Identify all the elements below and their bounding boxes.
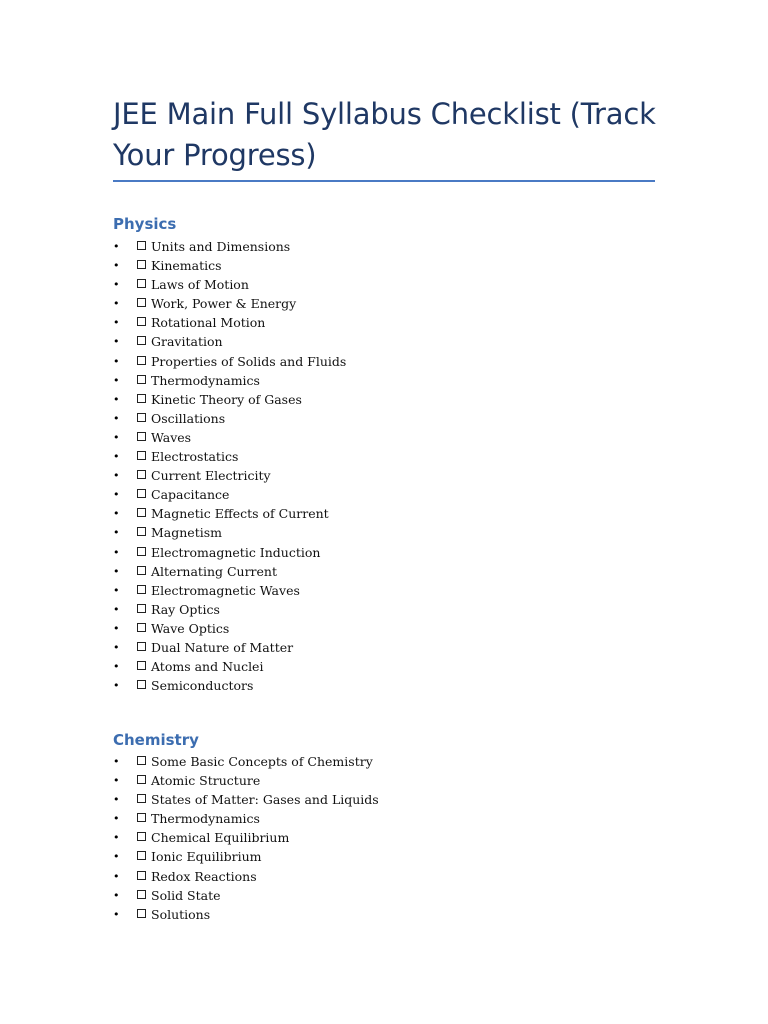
- empty-checkbox-icon[interactable]: [137, 680, 146, 689]
- topic-label: Atoms and Nuclei: [151, 659, 264, 675]
- empty-checkbox-icon[interactable]: [137, 241, 146, 250]
- empty-checkbox-icon[interactable]: [137, 375, 146, 384]
- empty-checkbox-icon[interactable]: [137, 260, 146, 269]
- bullet-icon: •: [113, 469, 120, 483]
- topic-label: Gravitation: [151, 334, 223, 350]
- topic-label: Thermodynamics: [151, 372, 260, 388]
- empty-checkbox-icon[interactable]: [137, 489, 146, 498]
- empty-checkbox-icon[interactable]: [137, 851, 146, 860]
- topic-label: Ionic Equilibrium: [151, 849, 262, 865]
- section-heading-chemistry: Chemistry: [113, 731, 199, 749]
- topic-label: Magnetic Effects of Current: [151, 506, 329, 522]
- topic-label: Waves: [151, 429, 192, 445]
- topic-label: Laws of Motion: [151, 277, 249, 293]
- bullet-icon: •: [113, 507, 120, 521]
- document-title: JEE Main Full Syllabus Checklist (Track Your Progress): [113, 97, 656, 172]
- topic-label: Dual Nature of Matter: [151, 639, 294, 655]
- empty-checkbox-icon[interactable]: [137, 317, 146, 326]
- bullet-icon: •: [113, 430, 120, 444]
- topic-label: Work, Power & Energy: [151, 296, 297, 312]
- empty-checkbox-icon[interactable]: [137, 775, 146, 784]
- empty-checkbox-icon[interactable]: [137, 547, 146, 556]
- empty-checkbox-icon[interactable]: [137, 832, 146, 841]
- topic-label: Ray Optics: [151, 601, 220, 617]
- topic-label: Solutions: [151, 906, 211, 922]
- bullet-icon: •: [113, 793, 120, 807]
- bullet-icon: •: [113, 259, 120, 273]
- topic-label: Semiconductors: [151, 678, 254, 694]
- empty-checkbox-icon[interactable]: [137, 413, 146, 422]
- bullet-icon: •: [113, 907, 120, 921]
- empty-checkbox-icon[interactable]: [137, 661, 146, 670]
- bullet-icon: •: [113, 640, 120, 654]
- empty-checkbox-icon[interactable]: [137, 527, 146, 536]
- topic-label: Rotational Motion: [151, 315, 266, 331]
- empty-checkbox-icon[interactable]: [137, 585, 146, 594]
- bullet-icon: •: [113, 297, 120, 311]
- bullet-icon: •: [113, 392, 120, 406]
- bullet-icon: •: [113, 240, 120, 253]
- topic-label: Current Electricity: [151, 468, 271, 484]
- section-heading-physics: Physics: [113, 215, 177, 233]
- topic-label: Electromagnetic Induction: [151, 544, 321, 560]
- empty-checkbox-icon[interactable]: [137, 890, 146, 899]
- bullet-icon: •: [113, 278, 120, 292]
- bullet-icon: •: [113, 869, 120, 883]
- empty-checkbox-icon[interactable]: [137, 394, 146, 403]
- empty-checkbox-icon[interactable]: [137, 508, 146, 517]
- topic-label: States of Matter: Gases and Liquids: [151, 792, 379, 808]
- topic-label: Kinematics: [151, 258, 222, 274]
- empty-checkbox-icon[interactable]: [137, 470, 146, 479]
- bullet-icon: •: [113, 488, 120, 502]
- topic-label: Electromagnetic Waves: [151, 582, 300, 598]
- topic-label: Units and Dimensions: [151, 239, 291, 254]
- empty-checkbox-icon[interactable]: [137, 623, 146, 632]
- bullet-icon: •: [113, 526, 120, 540]
- empty-checkbox-icon[interactable]: [137, 356, 146, 365]
- empty-checkbox-icon[interactable]: [137, 642, 146, 651]
- empty-checkbox-icon[interactable]: [137, 451, 146, 460]
- bullet-icon: •: [113, 411, 120, 425]
- bullet-icon: •: [113, 316, 120, 330]
- bullet-icon: •: [113, 774, 120, 788]
- bullet-icon: •: [113, 354, 120, 368]
- bullet-icon: •: [113, 545, 120, 559]
- bullet-icon: •: [113, 335, 120, 349]
- topic-label: Atomic Structure: [151, 773, 261, 789]
- topic-label: Alternating Current: [151, 563, 278, 579]
- bullet-icon: •: [113, 602, 120, 616]
- empty-checkbox-icon[interactable]: [137, 604, 146, 613]
- topic-label: Some Basic Concepts of Chemistry: [151, 754, 373, 769]
- topic-label: Wave Optics: [151, 620, 230, 636]
- empty-checkbox-icon[interactable]: [137, 794, 146, 803]
- empty-checkbox-icon[interactable]: [137, 298, 146, 307]
- bullet-icon: •: [113, 888, 120, 902]
- bullet-icon: •: [113, 621, 120, 635]
- bullet-icon: •: [113, 564, 120, 578]
- empty-checkbox-icon[interactable]: [137, 279, 146, 288]
- bullet-icon: •: [113, 450, 120, 464]
- empty-checkbox-icon[interactable]: [137, 336, 146, 345]
- topic-label: Kinetic Theory of Gases: [151, 391, 302, 407]
- title-divider: [113, 180, 655, 182]
- topic-label: Solid State: [151, 887, 221, 903]
- topic-label: Chemical Equilibrium: [151, 830, 290, 846]
- bullet-icon: •: [113, 812, 120, 826]
- topic-label: Thermodynamics: [151, 811, 260, 827]
- empty-checkbox-icon[interactable]: [137, 813, 146, 822]
- bullet-icon: •: [113, 850, 120, 864]
- topic-label: Oscillations: [151, 410, 226, 426]
- bullet-icon: •: [113, 755, 120, 768]
- topic-label: Properties of Solids and Fluids: [151, 353, 347, 369]
- bullet-icon: •: [113, 679, 120, 693]
- bullet-icon: •: [113, 831, 120, 845]
- topic-label: Redox Reactions: [151, 868, 257, 884]
- topic-label: Magnetism: [151, 525, 222, 541]
- empty-checkbox-icon[interactable]: [137, 566, 146, 575]
- bullet-icon: •: [113, 583, 120, 597]
- empty-checkbox-icon[interactable]: [137, 871, 146, 880]
- topic-label: Electrostatics: [151, 449, 239, 465]
- empty-checkbox-icon[interactable]: [137, 432, 146, 441]
- empty-checkbox-icon[interactable]: [137, 909, 146, 918]
- empty-checkbox-icon[interactable]: [137, 756, 146, 765]
- bullet-icon: •: [113, 660, 120, 674]
- bullet-icon: •: [113, 373, 120, 387]
- topic-label: Capacitance: [151, 487, 230, 503]
